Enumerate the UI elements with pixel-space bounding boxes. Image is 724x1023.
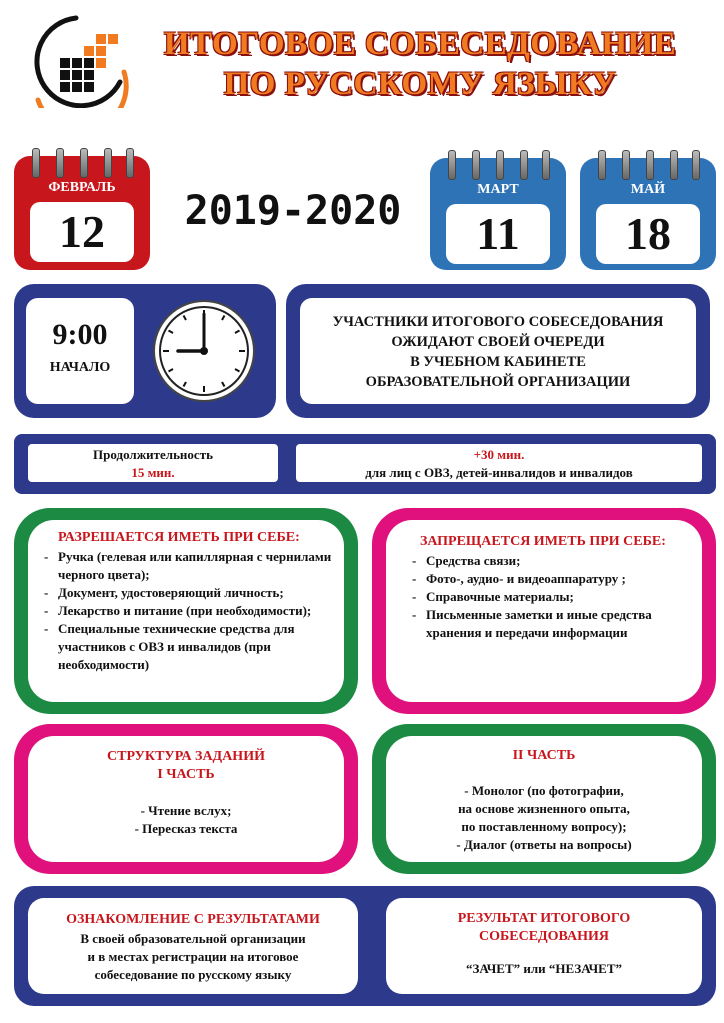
forbidden-title: ЗАПРЕЩАЕТСЯ ИМЕТЬ ПРИ СЕБЕ: [420, 534, 666, 549]
info-line: В УЧЕБНОМ КАБИНЕТЕ [410, 354, 586, 370]
extra-duration-box [296, 444, 702, 482]
info-line: УЧАСТНИКИ ИТОГОВОГО СОБЕСЕДОВАНИЯ [332, 314, 664, 330]
calendar-march [430, 158, 566, 270]
structure-title: СТРУКТУРА ЗАДАНИЙ [107, 749, 265, 764]
list-item: - Фото-, аудио- и видеоаппаратуру ; [408, 570, 688, 588]
list-item: - Лекарство и питание (при необходимости); [40, 602, 336, 620]
results-line: и в местах регистрации на итоговое [87, 949, 299, 964]
duration-panel [14, 434, 716, 494]
calendar-day: 18 [596, 204, 700, 264]
structure-part2-card [372, 724, 716, 874]
results-panel [14, 886, 716, 1006]
results-line: В своей образовательной организации [80, 931, 306, 946]
grid-logo-icon [24, 12, 134, 108]
calendar-month: МАЙ [630, 182, 666, 197]
page-title [130, 24, 710, 104]
start-label: НАЧАЛО [49, 360, 111, 375]
results-title: ОЗНАКОМЛЕНИЕ С РЕЗУЛЬТАТАМИ [66, 912, 320, 927]
list-item: - Специальные технические средства для участников с ОВЗ и инвалидов (при необходимости) [40, 620, 336, 674]
calendar-february [14, 156, 150, 270]
part2-title: II ЧАСТЬ [512, 748, 576, 763]
allowed-list [40, 548, 336, 674]
task-item: - Диалог (ответы на вопросы) [456, 837, 632, 852]
academic-year: 2019-2020 [184, 188, 402, 234]
waiting-info-box [300, 298, 696, 404]
duration-label: Продолжительность [93, 447, 213, 462]
start-time-box [26, 298, 134, 404]
task-item: на основе жизненного опыта, [458, 801, 630, 816]
duration-box [28, 444, 278, 482]
waiting-info-panel [286, 284, 710, 418]
start-time-panel [14, 284, 276, 418]
start-time: 9:00 [52, 318, 108, 351]
list-item: - Средства связи; [408, 552, 688, 570]
title-line-1: ИТОГОВОЕ СОБЕСЕДОВАНИЕ [163, 26, 677, 62]
list-item: - Документ, удостоверяющий личность; [40, 584, 336, 602]
clock-icon [150, 298, 258, 404]
results-line: собеседование по русскому языку [94, 967, 292, 982]
list-item: - Письменные заметки и иные средства хранения и передачи информации [408, 606, 688, 642]
outcome-subtitle: СОБЕСЕДОВАНИЯ [478, 929, 610, 944]
info-line: ОБРАЗОВАТЕЛЬНОЙ ОРГАНИЗАЦИИ [365, 374, 631, 390]
allowed-items-card [14, 508, 358, 714]
calendar-day: 11 [446, 204, 550, 264]
list-item: - Справочные материалы; [408, 588, 688, 606]
outcome-title: РЕЗУЛЬТАТ ИТОГОВОГО [457, 911, 631, 926]
outcome-value: “ЗАЧЕТ” или “НЕЗАЧЕТ” [465, 961, 623, 976]
calendar-may [580, 158, 716, 270]
calendar-month: ФЕВРАЛЬ [48, 180, 116, 195]
forbidden-items-card [372, 508, 716, 714]
outcome-box [386, 898, 702, 994]
forbidden-list [408, 552, 688, 642]
calendar-day: 12 [30, 202, 134, 262]
task-item: - Пересказ текста [134, 821, 238, 836]
list-item: - Ручка (гелевая или капиллярная с чернилами черного цвета); [40, 548, 336, 584]
extra-duration-value: +30 мин. [473, 447, 525, 462]
info-line: ОЖИДАЮТ СВОЕЙ ОЧЕРЕДИ [391, 334, 605, 350]
allowed-title: РАЗРЕШАЕТСЯ ИМЕТЬ ПРИ СЕБЕ: [58, 530, 300, 545]
structure-part1-card [14, 724, 358, 874]
extra-duration-note: для лиц с ОВЗ, детей-инвалидов и инвалидов [365, 465, 633, 480]
title-line-2: ПО РУССКОМУ ЯЗЫКУ [223, 66, 617, 102]
task-item: по поставленному вопросу); [461, 819, 627, 834]
results-info-box [28, 898, 358, 994]
calendar-month: МАРТ [477, 182, 519, 197]
structure-subtitle: I ЧАСТЬ [157, 767, 215, 782]
duration-value: 15 мин. [131, 465, 175, 480]
task-item: - Монолог (по фотографии, [464, 783, 624, 798]
task-item: - Чтение вслух; [140, 803, 232, 818]
